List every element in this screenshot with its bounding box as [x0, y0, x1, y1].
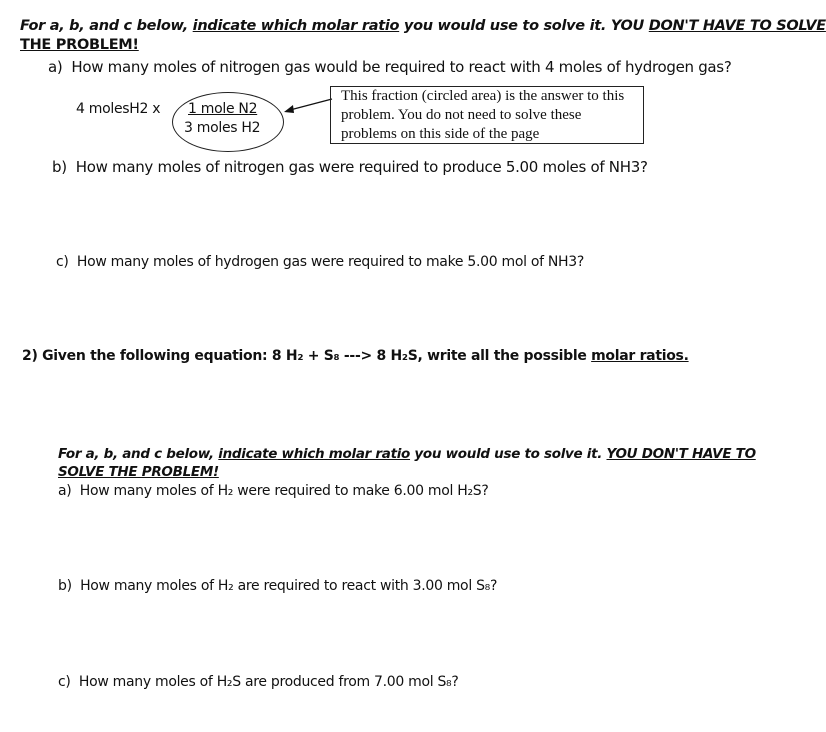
instr-text: you would use to solve it. YOU	[399, 18, 649, 34]
instr-underlined: indicate which molar ratio	[218, 446, 411, 462]
fraction-denominator: 3 moles H2	[184, 120, 261, 136]
question-1a	[48, 58, 731, 76]
question-label: a)	[58, 483, 72, 499]
question-label: b)	[52, 158, 67, 176]
question-text: How many moles of H₂S are produced from 7.00 mol S₈?	[78, 674, 459, 690]
note-line: problem. You do not need to solve these	[341, 107, 582, 123]
note-line: This fraction (circled area) is the answer to this	[341, 88, 625, 104]
instr-underlined: indicate which molar ratio	[192, 18, 400, 34]
question-label: b)	[58, 578, 72, 594]
question-text: How many moles of H₂ are required to react with 3.00 mol S₈?	[80, 578, 498, 594]
example-left: 4 molesH2 x	[76, 101, 161, 117]
part1-instructions-cont: THE PROBLEM!	[20, 37, 139, 53]
question-underlined: molar ratios.	[591, 348, 689, 364]
part1-instructions	[20, 18, 826, 34]
question-2	[22, 348, 689, 364]
question-text: How many moles of hydrogen gas were required to make 5.00 mol of NH3?	[76, 254, 585, 270]
instr-text: For a, b, and c below,	[20, 18, 193, 34]
instr-text: you would use to solve it.	[410, 446, 607, 462]
question-2c	[58, 674, 459, 690]
question-text: How many moles of nitrogen gas would be required to react with 4 moles of hydrogen gas?	[71, 58, 732, 76]
instr-underlined: DON'T HAVE TO SOLVE	[648, 18, 826, 34]
question-text: How many moles of H₂ were required to make 6.00 mol H₂S?	[79, 483, 489, 499]
question-label: a)	[48, 58, 63, 76]
question-text: How many moles of nitrogen gas were required to produce 5.00 moles of NH3?	[75, 158, 648, 176]
fraction-numerator: 1 mole N2	[188, 101, 258, 117]
explanation-note-box	[330, 86, 644, 144]
question-label: c)	[56, 254, 69, 270]
part2-instructions-cont: SOLVE THE PROBLEM!	[58, 464, 219, 480]
instr-text: For a, b, and c below,	[58, 446, 219, 462]
question-1b	[52, 158, 648, 176]
question-2b	[58, 578, 497, 594]
part2-instructions	[58, 446, 756, 462]
arrow-icon	[280, 95, 335, 120]
note-line: problems on this side of the page	[341, 126, 540, 142]
question-2a	[58, 483, 488, 499]
question-1c	[56, 254, 584, 270]
question-label: c)	[58, 674, 71, 690]
instr-underlined: YOU DON'T HAVE TO	[606, 446, 756, 462]
question-text: 2) Given the following equation: 8 H₂ + S₈ ---> 8 H₂S, write all the possible	[22, 348, 592, 364]
